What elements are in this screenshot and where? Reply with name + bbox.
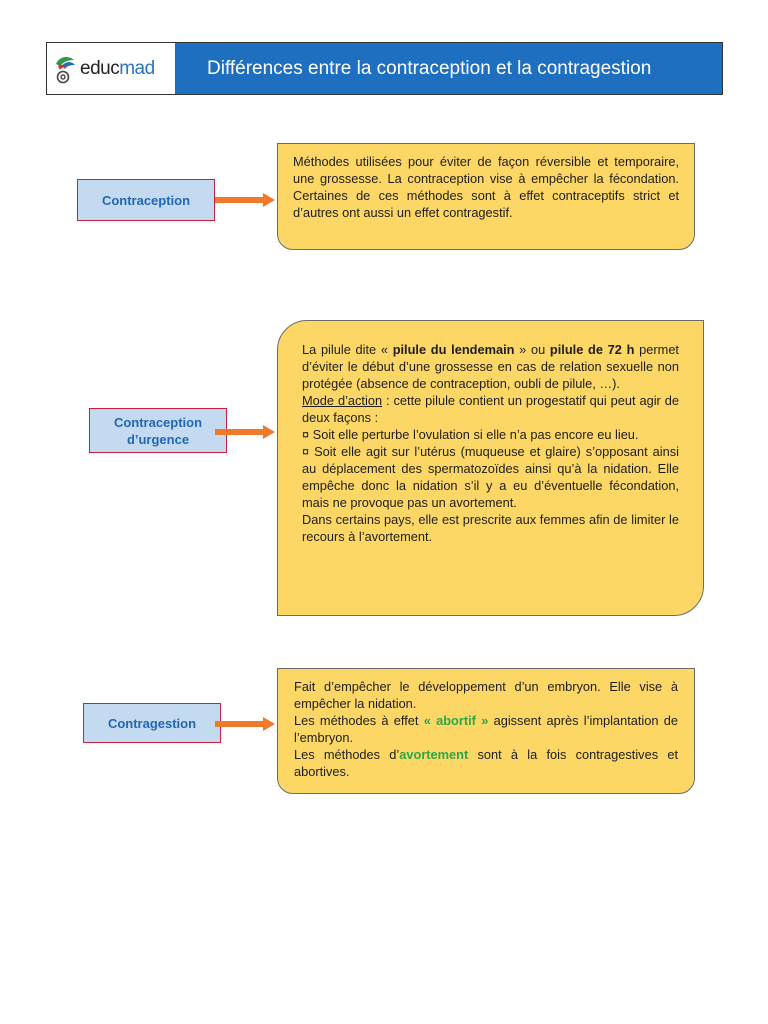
page-title: Différences entre la contraception et la contragestion <box>207 57 652 79</box>
contragestion-paragraph-2: Les méthodes à effet « abortif » agissent après l’implantation de l’embryon. <box>294 713 678 745</box>
urgence-paragraph-last: Dans certains pays, elle est prescrite aux femmes afin de limiter le recours à l’avortement. <box>302 512 679 544</box>
title-bar <box>174 43 722 94</box>
contraception-text: Méthodes utilisées pour éviter de façon réversible et temporaire, une grossesse. La contraception vise à empêcher la fécondation. Certaines de ces méthodes sont à effet contraceptifs strict et d’autres ont aussi un effet contragestif. <box>293 154 679 220</box>
urgence-bullet-1: ¤ Soit elle perturbe l’ovulation si elle n’a pas encore eu lieu. <box>302 427 639 442</box>
educmad-logo <box>47 43 174 94</box>
contragestion-paragraph-1: Fait d’empêcher le développement d’un embryon. Elle vise à empêcher la nidation. <box>294 679 678 711</box>
label-contraception-urgence <box>89 408 227 453</box>
contragestion-paragraph-3: Les méthodes d’avortement sont à la fois contragestives et abortives. <box>294 747 678 779</box>
arrow-right-icon <box>215 716 277 732</box>
label-contraception <box>77 179 215 221</box>
urgence-bullet-2: ¤ Soit elle agit sur l’utérus (muqueuse et glaire) s’opposant ainsi au déplacement des spermatozoïdes ainsi qu’à la nidation. Elle empêche donc la nidation s’il y a eu d’éventuelle fécondation, mais ne provoque pas un avortement. <box>302 444 679 510</box>
label-contragestion <box>83 703 221 743</box>
definition-box-contraception <box>277 143 695 250</box>
urgence-paragraph-1: La pilule dite « pilule du lendemain » ou pilule de 72 h permet d’éviter le début d’une grossesse en cas de relation sexuelle non protégée (absence de contraception, oubli de pilule, …). <box>302 342 679 391</box>
arrow-right-icon <box>215 424 277 440</box>
definition-box-contragestion <box>277 668 695 794</box>
definition-box-urgence <box>277 320 704 616</box>
label-contragestion-text: Contragestion <box>107 715 197 731</box>
label-contraception-text: Contraception <box>101 192 191 208</box>
document-header <box>46 42 723 95</box>
educmad-logo-icon <box>53 54 77 84</box>
arrow-right-icon <box>215 192 277 208</box>
logo-text: educmad <box>80 57 155 79</box>
label-urgence-text: Contraception d’urgence <box>113 414 203 447</box>
urgence-mode-action: Mode d’action : cette pilule contient un progestatif qui peut agir de deux façons : <box>302 393 679 425</box>
